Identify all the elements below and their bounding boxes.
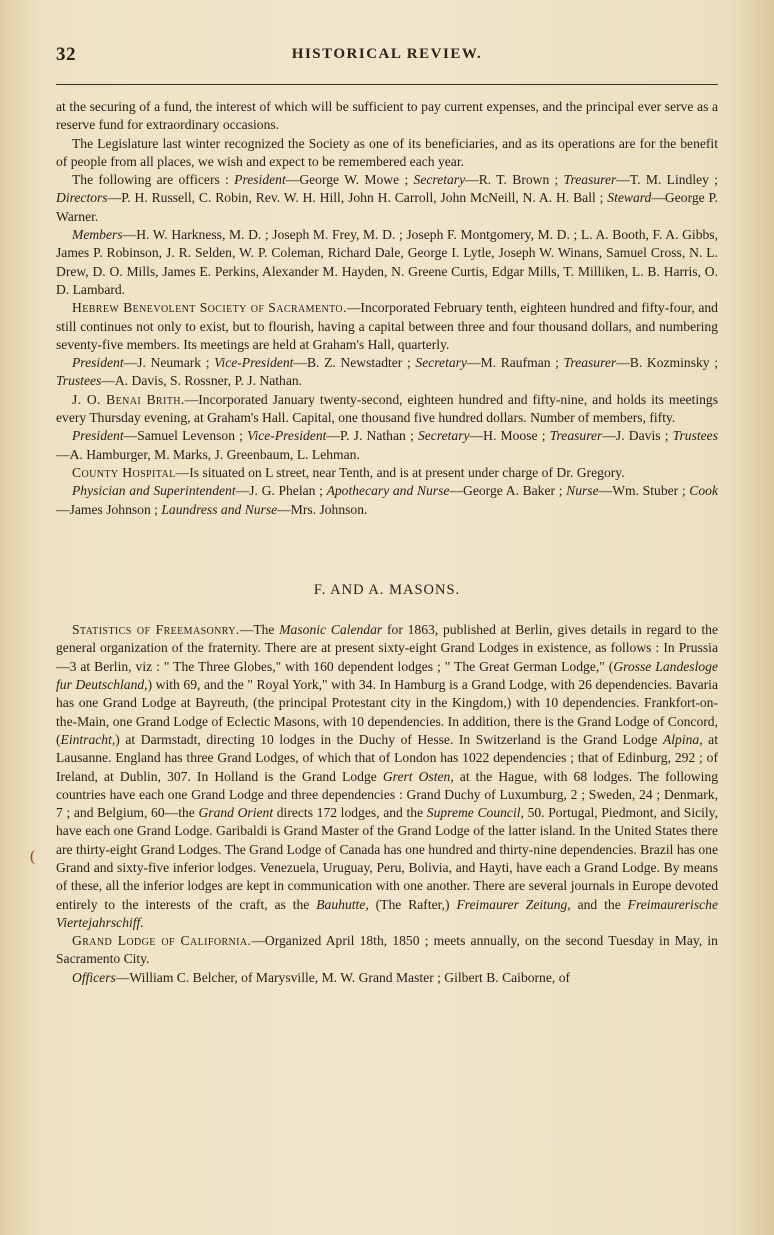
page-body	[56, 98, 718, 987]
paragraph: The Legislature last winter recognized the Society as one of its beneficiaries, and as its operations are for the benefit of people from all places, we wish and expect to be remembered each year.	[56, 135, 718, 169]
members-paragraph: Members—H. W. Harkness, M. D. ; Joseph M. Frey, M. D. ; Joseph F. Montgomery, M. D. ; L. A. Booth, F. A. Gibbs, James P. Robinson, J. R. Selden, W. P. Coleman, Richard Dale, George I. Lytle, Joseph W. Winans, Samuel Cross, N. L. Drew, D. O. Mills, James E. Perkins, Alexander M. Hayden, N. Greene Curtis, Edgar Mills, T. Milliken, L. B. Harris, O. D. Lambard.	[56, 227, 718, 297]
section-title: F. AND A. MASONS.	[313, 581, 461, 598]
grand-lodge-california-paragraph: Grand Lodge of California.—Organized April 18th, 1850 ; meets annually, on the second Tuesday in May, in Sacramento City.	[56, 933, 718, 967]
hebrew-society-officers: President—J. Neumark ; Vice-President—B. Z. Newstadter ; Secretary—M. Raufman ; Treasurer—B. Kozminsky ; Trustees—A. Davis, S. Rossner, P. J. Nathan.	[56, 355, 718, 389]
freemasonry-statistics-paragraph: Statistics of Freemasonry.—The Masonic Calendar for 1863, published at Berlin, gives details in regard to the general organization of the fraternity. There are at present sixty-eight Grand Lodges in existence, as follows : In Prussia—3 at Berlin, viz : " The Three Globes," with 160 dependent lodges ; " The Great German Lodge," (Grosse Landesloge fur Deutschland,) with 69, and the " Royal York," with 34. In Hamburg is a Grand Lodge, with 26 dependencies. Bavaria has one Grand Lodge at Bayreuth, (the principal Protestant city in the Kingdom,) with 10 dependencies. Frankfort-on-the-Main, one Grand Lodge of Eclectic Masons, with 10 dependencies. In addition, there is the Grand Lodge of Concord, (Eintracht,) at Darmstadt, directing 10 lodges in the Duchy of Hesse. In Switzerland is the Grand Lodge Alpina, at Lausanne. England has three Grand Lodges, of which that of London has 1022 dependencies ; that of Edinburg, 292 ; of Ireland, at Dublin, 307. In Holland is the Grand Lodge Grert Osten, at the Hague, with 68 lodges. The following countries have each one Grand Lodge and three dependencies : Grand Duchy of Luxumburg, 2 ; Sweden, 24 ; Denmark, 7 ; and Belgium, 60—the Grand Orient directs 172 lodges, and the Supreme Council, 50. Portugal, Piedmont, and Sicily, have each one Grand Lodge. Garibaldi is Grand Master of the Grand Lodge of the latter island. In the United States there are thirty-eight Grand Lodges. The Grand Lodge of Canada has one hundred and thirty-nine dependencies. Brazil has one Grand and sixty-five inferior lodges. Venezuela, Uruguay, Peru, Bolivia, and Hayti, have each a Grand Lodge. By means of these, all the inferior lodges are kept in communication with one another. There are several journals in Europe devoted entirely to the interests of the craft, as the Bauhutte, (The Rafter,) Freimaurer Zeitung, and the Freimaurerische Viertejahrschiff.	[56, 622, 718, 930]
benai-brith-paragraph: J. O. Benai Brith.—Incorporated January twenty-second, eighteen hundred and fifty-nine, and holds its meetings every Thursday evening, at Graham's Hall. Capital, one thousand five hundred dollars. Number of members, fifty.	[56, 391, 718, 426]
running-head: HISTORICAL REVIEW.	[291, 46, 483, 62]
paragraph: at the securing of a fund, the interest of which will be sufficient to pay current expenses, and the principal ever serve as a reserve fund for extraordinary occasions.	[56, 99, 718, 133]
page-header	[56, 44, 718, 70]
grand-lodge-officers: Officers—William C. Belcher, of Marysville, M. W. Grand Master ; Gilbert B. Caiborne, of	[72, 969, 571, 985]
county-hospital-staff: Physician and Superintendent—J. G. Phelan ; Apothecary and Nurse—George A. Baker ; Nurse—Wm. Stuber ; Cook—James Johnson ; Laundress and Nurse—Mrs. Johnson.	[56, 483, 718, 517]
hebrew-society-paragraph: Hebrew Benevolent Society of Sacramento.—Incorporated February tenth, eighteen hundred and fifty-four, and still continues not only to exist, but to flourish, having a capital between three and four thousand dollars, and numbering seventy-five members. Its meetings are held at Graham's Hall, quarterly.	[56, 300, 718, 352]
header-rule	[56, 84, 718, 85]
county-hospital-paragraph: County Hospital—Is situated on L street, near Tenth, and is at present under charge of Dr. Gregory.	[72, 464, 625, 480]
officers-paragraph: The following are officers : President—George W. Mowe ; Secretary—R. T. Brown ; Treasurer—T. M. Lindley ; Directors—P. H. Russell, C. Robin, Rev. W. H. Hill, John H. Carroll, John McNeill, N. A. H. Ball ; Steward—George P. Warner.	[56, 172, 718, 224]
benai-brith-officers: President—Samuel Levenson ; Vice-President—P. J. Nathan ; Secretary—H. Moose ; Treasurer—J. Davis ; Trustees—A. Hamburger, M. Marks, J. Greenbaum, L. Lehman.	[56, 428, 718, 462]
margin-mark: (	[30, 848, 36, 865]
page-number: 32	[56, 44, 76, 65]
